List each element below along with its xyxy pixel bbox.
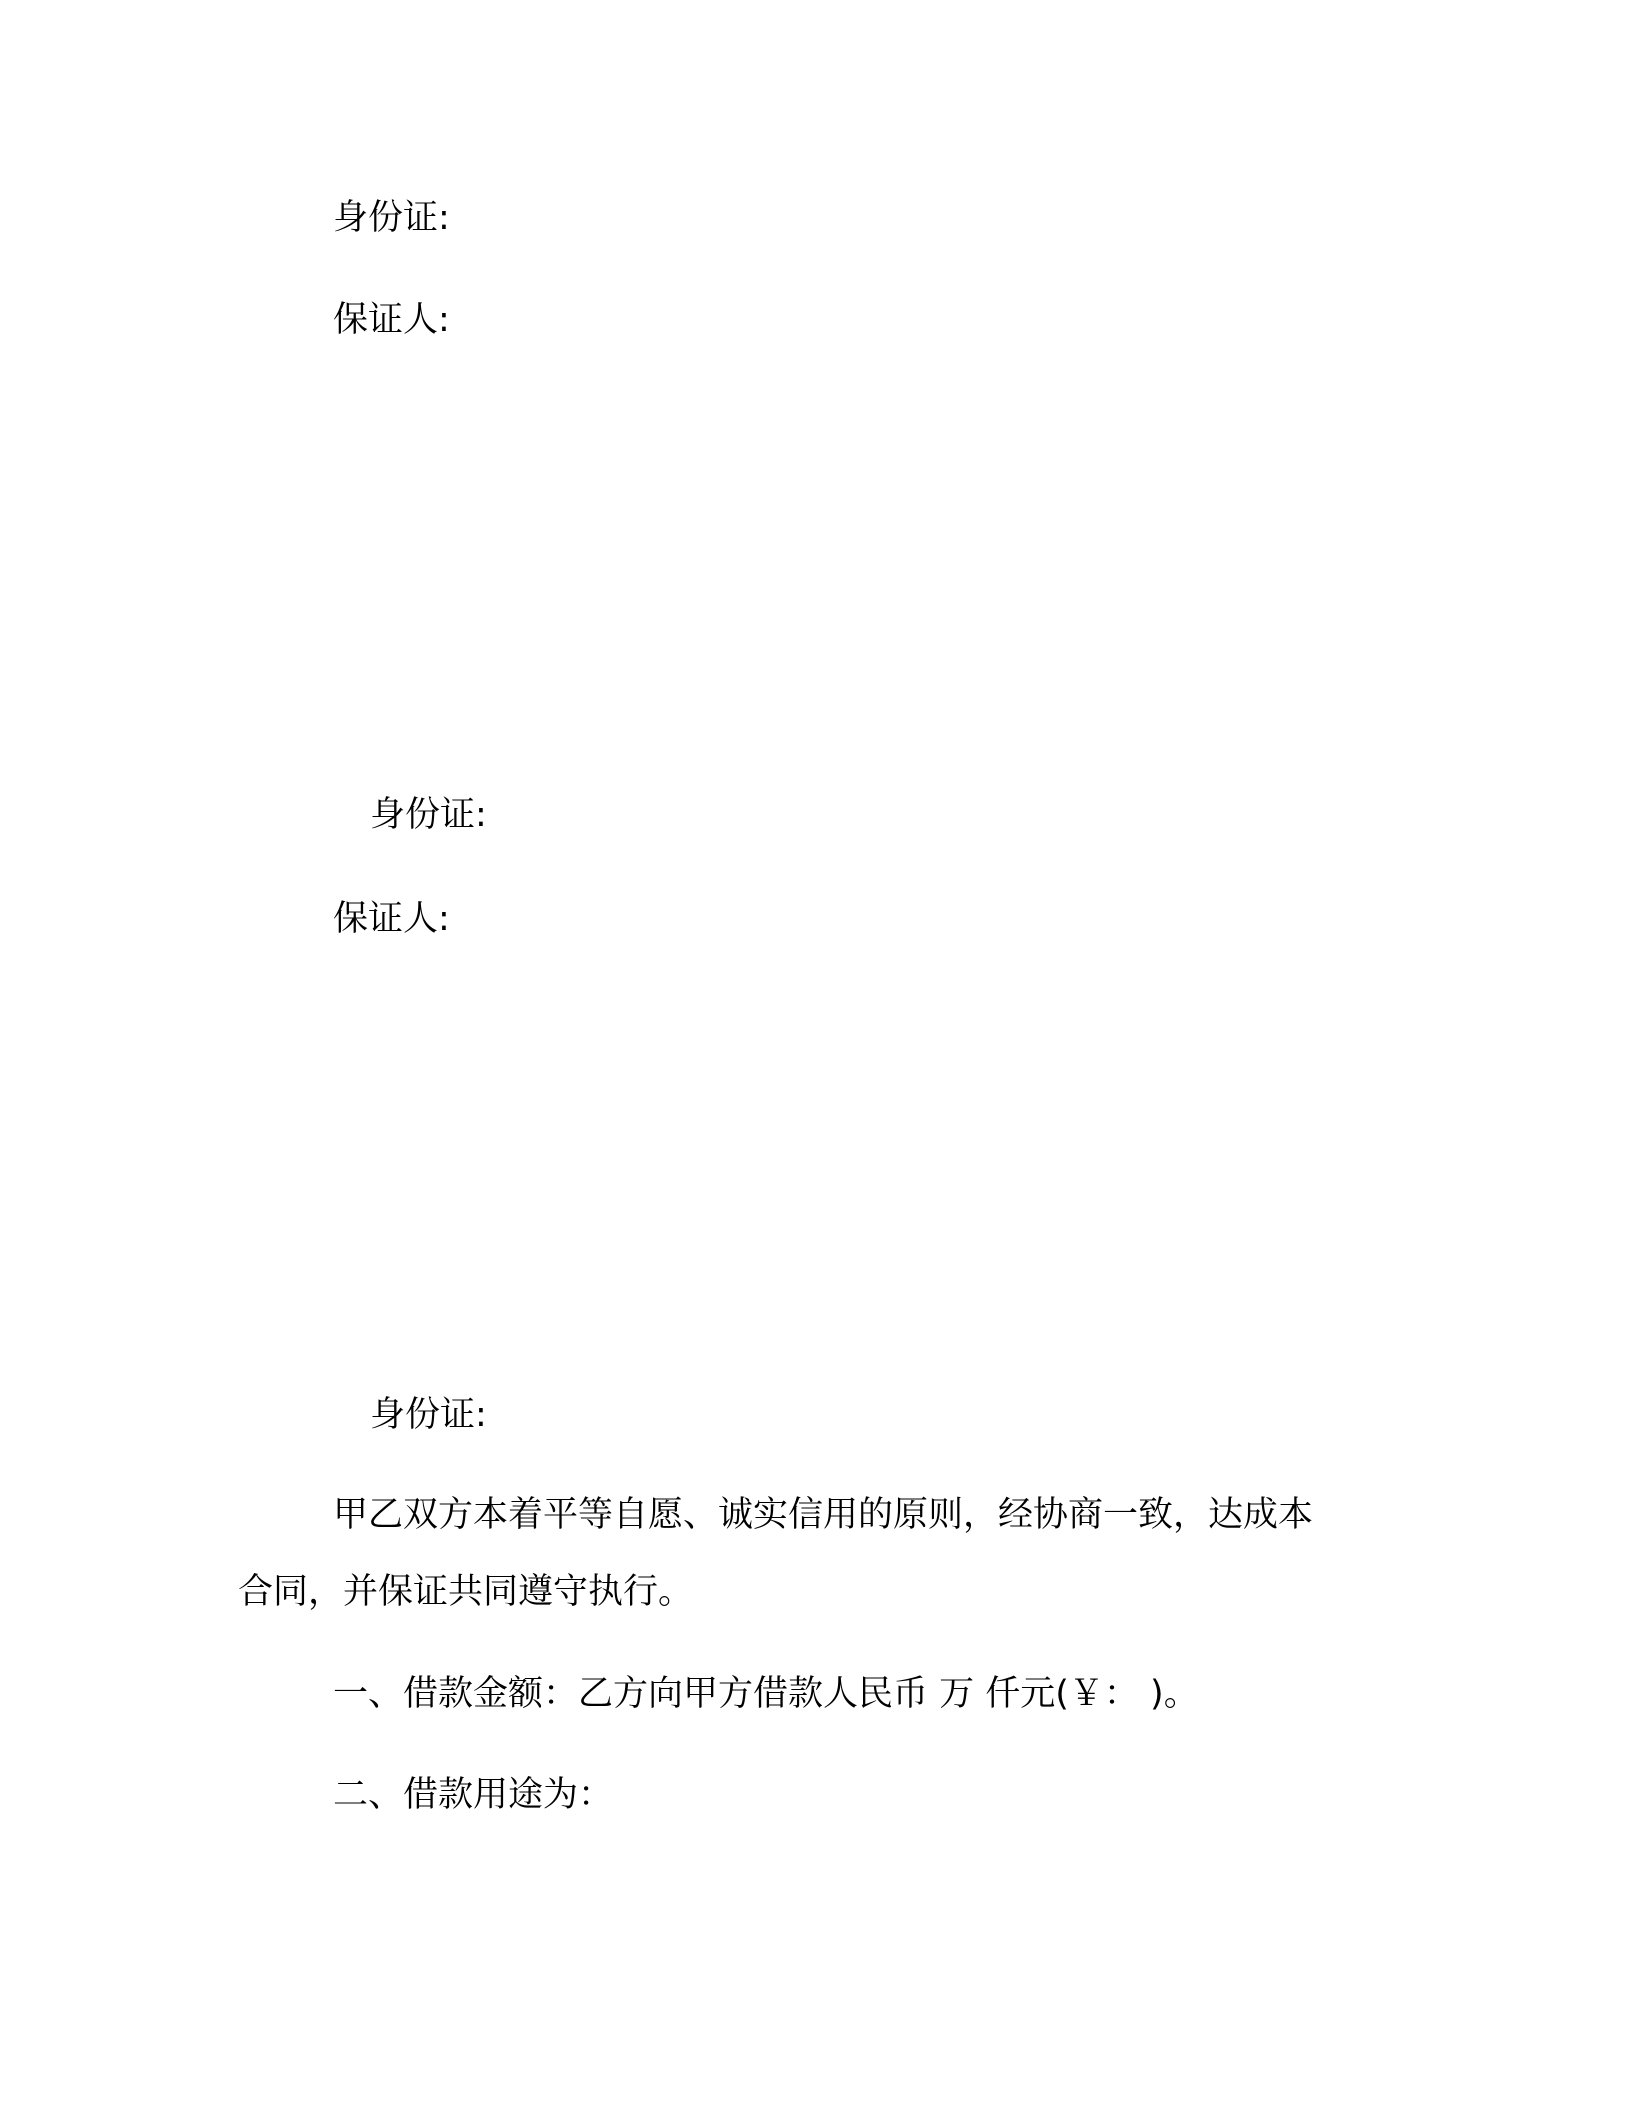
id-card-label: 身份证: [370, 1395, 487, 1435]
guarantor-label: 保证人: [333, 300, 450, 340]
id-card-label: 身份证: [370, 795, 487, 835]
guarantor-label: 保证人: [333, 899, 450, 939]
clause-loan-purpose: 二、借款用途为： [333, 1775, 614, 1815]
id-card-label: 身份证: [333, 198, 450, 238]
contract-intro-line-2: 合同，并保证共同遵守执行。 [238, 1572, 694, 1612]
contract-intro-line-1: 甲乙双方本着平等自愿、诚实信用的原则，经协商一致，达成本 [333, 1495, 1314, 1535]
clause-loan-amount: 一、借款金额：乙方向甲方借款人民币 万 仟元(￥： )。 [333, 1674, 1199, 1714]
